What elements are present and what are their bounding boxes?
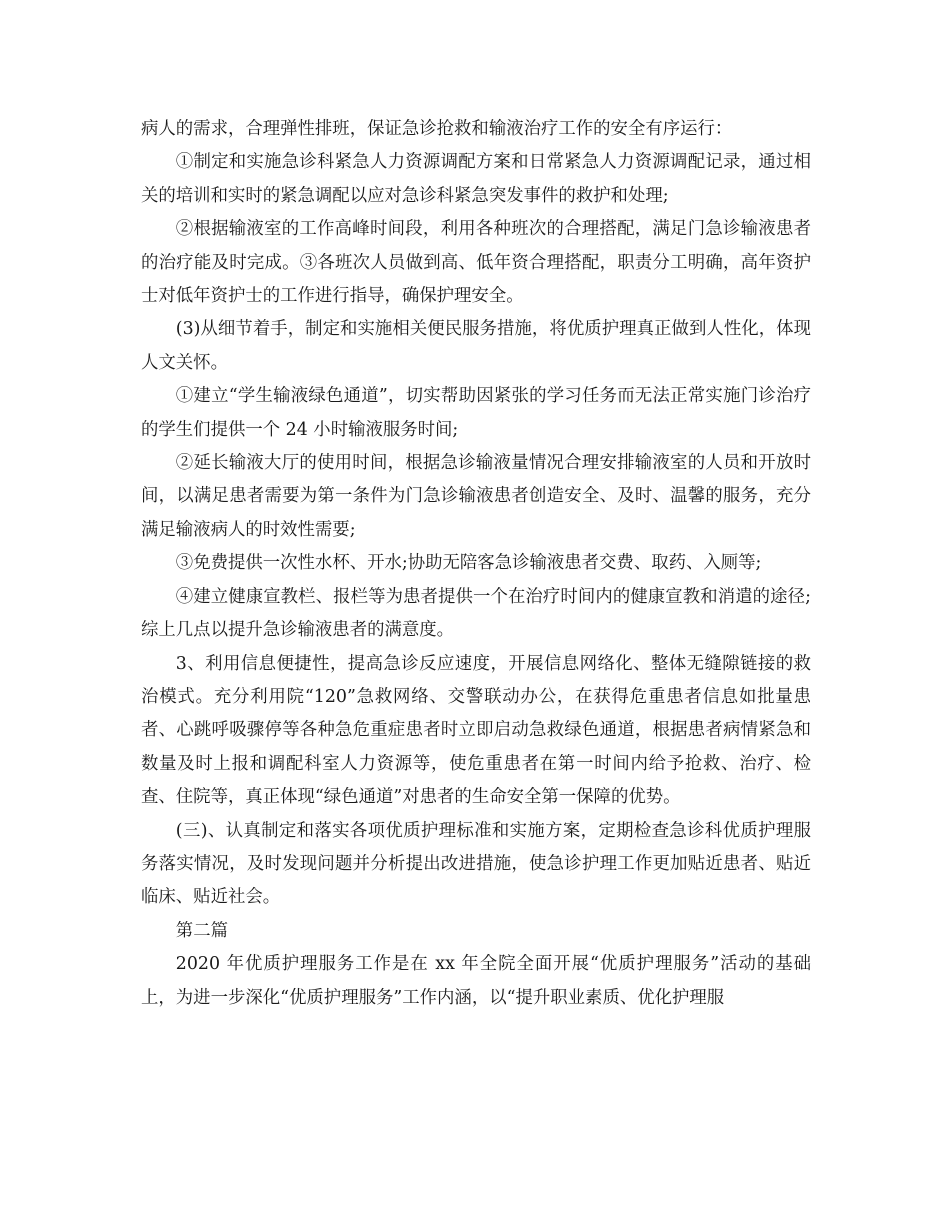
paragraph: ②根据输液室的工作高峰时间段，利用各种班次的合理搭配，满足门急诊输液患者的治疗能及时完成。③各班次人员做到高、低年资合理搭配，职责分工明确，高年资护士对低年资护士的工作进行指导，确保护理安全。	[141, 219, 811, 307]
paragraph: ④建立健康宣教栏、报栏等为患者提供一个在治疗时间内的健康宣教和消遣的途径;综上几点以提升急诊输液患者的满意度。	[141, 586, 811, 641]
paragraph: ③免费提供一次性水杯、开水;协助无陪客急诊输液患者交费、取药、入厕等;	[175, 553, 762, 574]
paragraph: (3)从细节着手，制定和实施相关便民服务措施，将优质护理真正做到人性化，体现人文关怀。	[141, 319, 811, 373]
paragraph: ①制定和实施急诊科紧急人力资源调配方案和日常紧急人力资源调配记录，通过相关的培训和实时的紧急调配以应对急诊科紧急突发事件的救护和处理;	[141, 152, 811, 206]
document-body	[141, 113, 811, 1015]
paragraph: 病人的需求，合理弹性排班，保证急诊抢救和输液治疗工作的安全有序运行：	[141, 119, 733, 139]
paragraph: ①建立“学生输液绿色通道”，切实帮助因紧张的学习任务而无法正常实施门诊治疗的学生们提供一个 24 小时输液服务时间;	[141, 386, 811, 440]
paragraph: (三)、认真制定和落实各项优质护理标准和实施方案，定期检查急诊科优质护理服务落实情况，及时发现问题并分析提出改进措施，使急诊护理工作更加贴近患者、贴近临床、贴近社会。	[141, 820, 811, 908]
paragraph: 2020 年优质护理服务工作是在 xx 年全院全面开展“优质护理服务”活动的基础上，为进一步深化“优质护理服务”工作内涵，以“提升职业素质、优化护理服	[141, 954, 811, 1008]
paragraph: ②延长输液大厅的使用时间，根据急诊输液量情况合理安排输液室的人员和开放时间，以满足患者需要为第一条件为门急诊输液患者创造安全、及时、温馨的服务，充分满足输液病人的时效性需要;	[141, 453, 811, 540]
paragraph: 3、利用信息便捷性，提高急诊反应速度，开展信息网络化、整体无缝隙链接的救治模式。充分利用院“120”急救网络、交警联动办公，在获得危重患者信息如批量患者、心跳呼吸骤停等各种急危重症患者时立即启动急救绿色通道，根据患者病情紧急和数量及时上报和调配科室人力资源等，使危重患者在第一时间内给予抢救、治疗、检查、住院等，真正体现“绿色通道”对患者的生命安全第一保障的优势。	[141, 653, 811, 808]
section-heading: 第二篇	[175, 920, 228, 941]
